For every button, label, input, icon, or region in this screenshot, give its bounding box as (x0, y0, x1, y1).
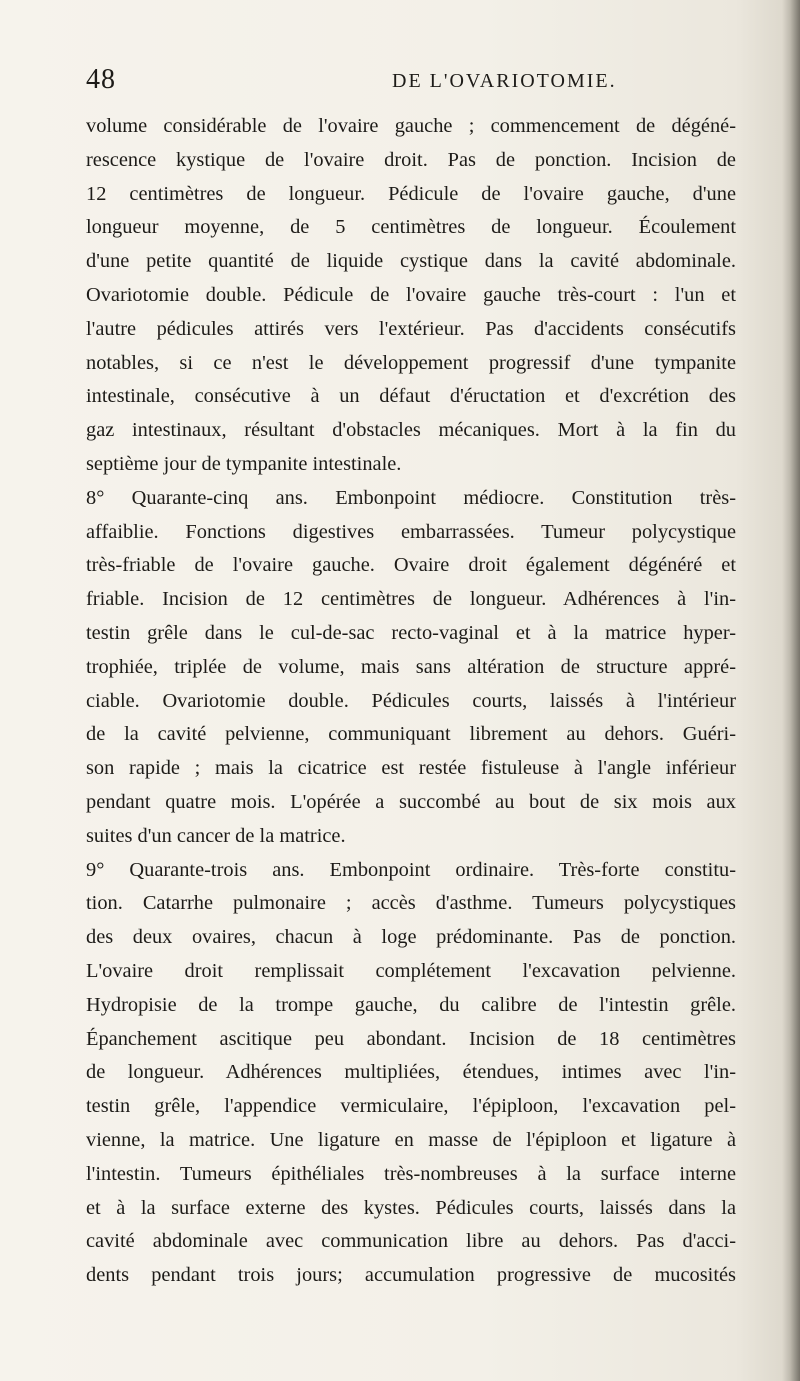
page-number: 48 (86, 64, 116, 95)
text-line: intestinale, consécutive à un défaut d'éructation et d'excrétion des (86, 385, 736, 408)
body-text (86, 110, 736, 1293)
text-line: l'autre pédicules attirés vers l'extérieur. Pas d'accidents consécutifs (86, 317, 736, 340)
text-line: son rapide ; mais la cicatrice est restée fistuleuse à l'angle inférieur (86, 757, 736, 780)
text-line: L'ovaire droit remplissait complétement l'excavation pelvienne. (86, 959, 736, 982)
text-line: longueur moyenne, de 5 centimètres de longueur. Écoulement (86, 216, 736, 239)
text-line: volume considérable de l'ovaire gauche ; commencement de dégéné- (86, 115, 736, 137)
text-line: ciable. Ovariotomie double. Pédicules courts, laissés à l'intérieur (86, 689, 736, 712)
text-line: des deux ovaires, chacun à loge prédominante. Pas de ponction. (86, 926, 736, 949)
text-line: très-friable de l'ovaire gauche. Ovaire droit également dégénéré et (86, 554, 736, 577)
text-line: 12 centimètres de longueur. Pédicule de l'ovaire gauche, d'une (86, 182, 736, 205)
page-header (86, 64, 736, 104)
text-line: tion. Catarrhe pulmonaire ; accès d'asthme. Tumeurs polycystiques (86, 892, 736, 915)
text-line: rescence kystique de l'ovaire droit. Pas de ponction. Incision de (86, 148, 736, 171)
text-line: 8° Quarante-cinq ans. Embonpoint médiocre. Constitution très- (86, 486, 736, 509)
text-line: l'intestin. Tumeurs épithéliales très-nombreuses à la surface interne (86, 1162, 736, 1185)
text-line: et à la surface externe des kystes. Pédicules courts, laissés dans la (86, 1196, 736, 1219)
text-line: pendant quatre mois. L'opérée a succombé au bout de six mois aux (86, 790, 736, 813)
text-line: de longueur. Adhérences multipliées, étendues, intimes avec l'in- (86, 1061, 736, 1084)
text-line: 9° Quarante-trois ans. Embonpoint ordinaire. Très-forte constitu- (86, 858, 736, 881)
text-line: notables, si ce n'est le développement progressif d'une tympanite (86, 351, 736, 374)
text-line: testin grêle, l'appendice vermiculaire, l'épiploon, l'excavation pel- (86, 1095, 736, 1118)
text-line: suites d'un cancer de la matrice. (86, 824, 346, 847)
text-line: septième jour de tympanite intestinale. (86, 452, 402, 475)
running-head: DE L'OVARIOTOMIE. (392, 70, 617, 92)
page-edge-shadow (782, 0, 800, 1381)
text-line: Épanchement ascitique peu abondant. Incision de 18 centimètres (86, 1027, 736, 1050)
text-line: Ovariotomie double. Pédicule de l'ovaire gauche très-court : l'un et (86, 283, 736, 306)
text-line: gaz intestinaux, résultant d'obstacles mécaniques. Mort à la fin du (86, 419, 736, 442)
text-line: d'une petite quantité de liquide cystique dans la cavité abdominale. (86, 250, 736, 273)
text-line: testin grêle dans le cul-de-sac recto-vaginal et à la matrice hyper- (86, 621, 736, 644)
text-line: trophiée, triplée de volume, mais sans altération de structure appré- (86, 655, 736, 678)
text-line: affaiblie. Fonctions digestives embarrassées. Tumeur polycystique (86, 520, 736, 543)
text-line: cavité abdominale avec communication libre au dehors. Pas d'acci- (86, 1230, 736, 1253)
text-line: de la cavité pelvienne, communiquant librement au dehors. Guéri- (86, 723, 736, 746)
text-line: Hydropisie de la trompe gauche, du calibre de l'intestin grêle. (86, 993, 736, 1016)
text-line: dents pendant trois jours; accumulation progressive de mucosités (86, 1264, 736, 1287)
text-line: vienne, la matrice. Une ligature en masse de l'épiploon et ligature à (86, 1128, 736, 1151)
text-line: friable. Incision de 12 centimètres de longueur. Adhérences à l'in- (86, 588, 736, 611)
